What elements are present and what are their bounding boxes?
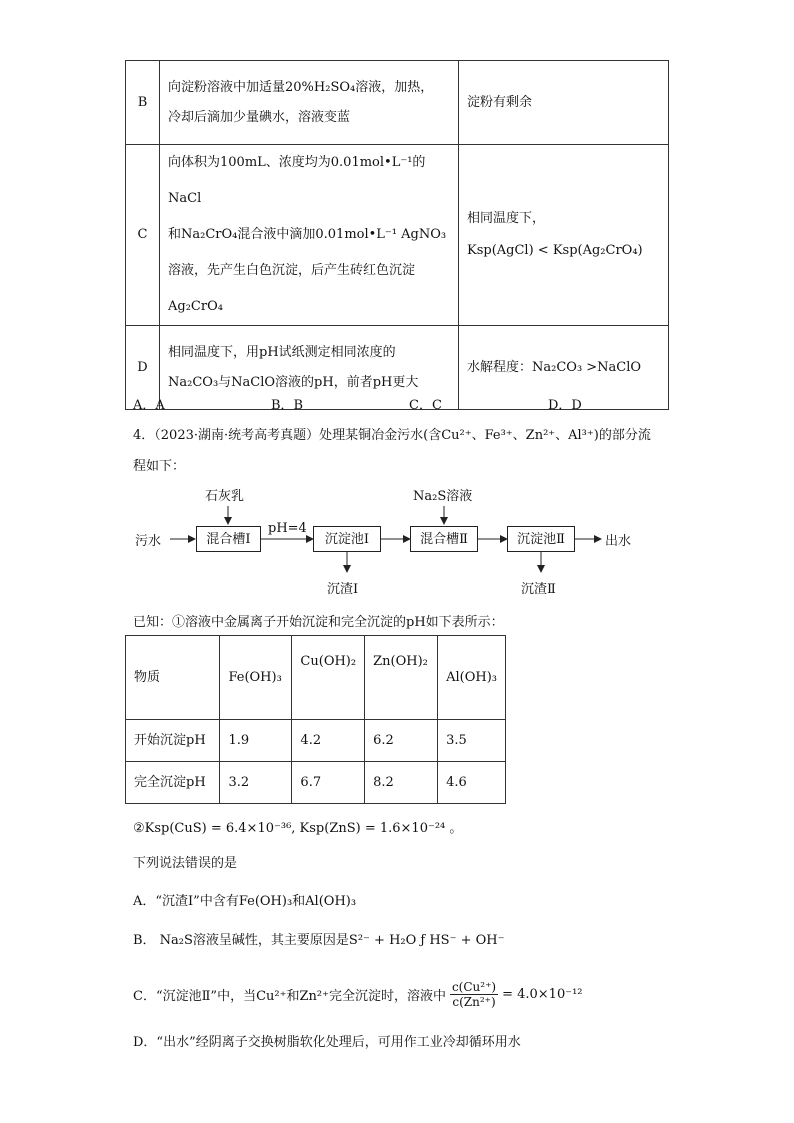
question-stem-cont: 程如下：: [133, 459, 186, 474]
operation-line: 溶液，先产生白色沉淀，后产生砖红色沉淀: [168, 263, 416, 278]
operation-line: 和Na₂CrO₄混合液中滴加0.01mol•L⁻¹ AgNO₃: [168, 227, 447, 242]
flow-mixing-tank-2: 混合槽Ⅱ: [410, 526, 478, 552]
header-cell: Al(OH)₃: [438, 636, 506, 720]
operation-line: 冷却后滴加少量碘水，溶液变蓝: [168, 109, 351, 125]
operation-line: Ag₂CrO₄: [168, 299, 223, 314]
table-cell: 3.5: [438, 720, 506, 762]
flow-reagent-1: 石灰乳: [205, 489, 245, 504]
question-prompt: 下列说法错误的是: [133, 856, 238, 871]
flow-input: 污水: [135, 534, 162, 549]
option-a[interactable]: A．A: [133, 398, 165, 413]
ksp-line: ②Ksp(CuS) = 6.4×10⁻³⁶, Ksp(ZnS) = 1.6×10⁻²⁴ 。: [133, 821, 463, 836]
table-cell: 完全沉淀pH: [126, 762, 220, 804]
flow-reagent-2: Na₂S溶液: [413, 489, 473, 504]
flow-settling-tank-1: 沉淀池Ⅰ: [313, 526, 381, 552]
conclusion-line: 相同温度下，: [467, 211, 546, 226]
option-b[interactable]: B． Na₂S溶液呈碱性，其主要原因是S²⁻ + H₂O ƒ HS⁻ + OH⁻: [133, 933, 505, 948]
conclusion-line: 淀粉有剩余: [467, 94, 533, 110]
option-b[interactable]: B．B: [271, 398, 304, 413]
question-stem: 4．（2023·湖南·统考高考真题）处理某铜冶金污水(含Cu²⁺、Fe³⁺、Zn²⁺、Al³⁺)的部分流: [133, 428, 651, 443]
option-c[interactable]: [133, 980, 583, 1009]
flow-output: 出水: [605, 534, 632, 549]
header-cell: Cu(OH)₂: [292, 636, 365, 720]
operation-line: 相同温度下，用pH试纸测定相同浓度的: [168, 344, 396, 360]
flow-ph-label: pH=4: [268, 521, 307, 536]
header-cell: Fe(OH)₃: [220, 636, 292, 720]
table-cell: 6.7: [292, 762, 365, 804]
operation-line: 向淀粉溶液中加适量20%H₂SO₄溶液，加热，: [168, 79, 434, 95]
table-cell: 开始沉淀pH: [126, 720, 220, 762]
header-cell: 物质: [126, 636, 220, 720]
option-c[interactable]: C．C: [409, 398, 442, 413]
option-a[interactable]: A．“沉渣Ⅰ”中含有Fe(OH)₃和Al(OH)₃: [133, 894, 357, 909]
flow-residue-1: 沉渣Ⅰ: [327, 582, 359, 597]
flow-residue-2: 沉渣Ⅱ: [521, 582, 556, 597]
row-label: C: [126, 145, 160, 326]
fraction-denominator: c(Zn²⁺): [452, 995, 496, 1009]
operation-line: 向体积为100mL、浓度均为0.01mol•L⁻¹的NaCl: [168, 155, 426, 206]
fraction-numerator: c(Cu²⁺): [451, 980, 497, 994]
option-c-value: = 4.0×10⁻¹²: [502, 987, 583, 1002]
conclusion-line: Ksp(AgCl) < Ksp(Ag₂CrO₄): [467, 243, 643, 258]
option-d[interactable]: D．D: [548, 398, 582, 413]
ph-table: [125, 635, 506, 804]
conclusion-line: 水解程度：Na₂CO₃ >NaClO: [467, 359, 642, 375]
row-label: D: [126, 326, 160, 410]
option-d[interactable]: D．“出水”经阴离子交换树脂软化处理后，可用作工业冷却循环用水: [133, 1035, 521, 1050]
table-cell: 6.2: [365, 720, 438, 762]
fraction: [450, 980, 498, 1009]
known-conditions: 已知：①溶液中金属离子开始沉淀和完全沉淀的pH如下表所示：: [133, 615, 504, 630]
table-cell: 4.2: [292, 720, 365, 762]
table-cell: 3.2: [220, 762, 292, 804]
table-cell: 1.9: [220, 720, 292, 762]
table-cell: 8.2: [365, 762, 438, 804]
row-label: B: [126, 61, 160, 145]
table-cell: 4.6: [438, 762, 506, 804]
header-cell: Zn(OH)₂: [365, 636, 438, 720]
flow-mixing-tank-1: 混合槽Ⅰ: [196, 526, 261, 552]
option-c-text: C．“沉淀池Ⅱ”中，当Cu²⁺和Zn²⁺完全沉淀时，溶液中: [133, 989, 446, 1004]
operation-line: Na₂CO₃与NaClO溶液的pH，前者pH更大: [168, 374, 419, 390]
flow-settling-tank-2: 沉淀池Ⅱ: [507, 526, 575, 552]
